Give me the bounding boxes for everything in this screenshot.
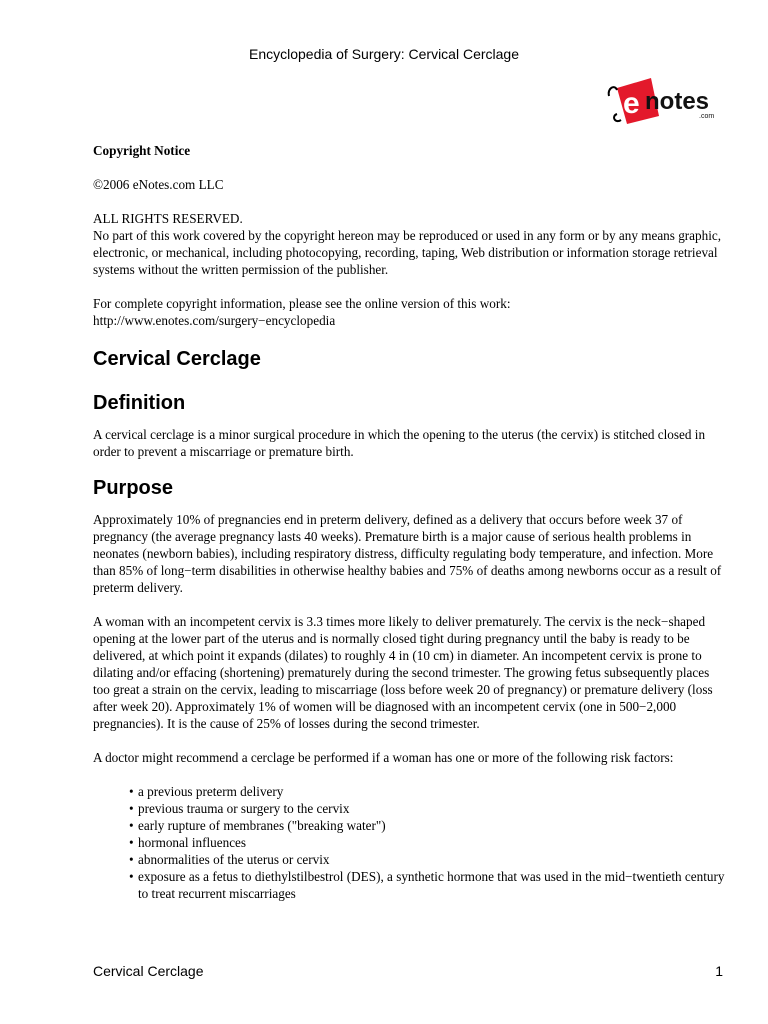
list-item: • hormonal influences (129, 835, 247, 850)
rights-reserved: ALL RIGHTS RESERVED. (93, 211, 243, 226)
bullet-icon: • (129, 835, 134, 850)
footer-title: Cervical Cerclage (93, 963, 204, 979)
bullet-icon: • (129, 869, 134, 884)
purpose-heading: Purpose (93, 477, 174, 499)
page-footer (93, 963, 723, 979)
definition-text: A cervical cerclage is a minor surgical procedure in which the opening to the uterus (the cervix) is stitched closed in order to prevent a miscarriage or premature birth. (93, 427, 706, 459)
risk-factor-list (93, 783, 729, 902)
purpose-paragraph-2: A woman with an incompetent cervix is 3.3 times more likely to deliver prematurely. The cervix is the neck−shaped opening at the lower part of the uterus and is normally closed tight during pregnancy until the baby is ready to be delivered, at which point it expands (dilates) to roughly 4 in (10 cm) in diameter. An incompetent cervix is prone to dilating and/or effacing (shortening) prematurely during the second trimester. The growing fetus subsequently places too great a strain on the cervix, leading to miscarriage (loss before week 20 of pregnancy) or premature delivery (loss after week 20). Approximately 1% of women will be diagnosed with an incompetent cervix (one in 500−2,000 pregnancies). It is the cause of 25% of losses during the second trimester. (93, 614, 713, 731)
logo-swirl-bottom (614, 114, 621, 121)
copyright-url[interactable]: http://www.enotes.com/surgery−encyclopedia (93, 313, 336, 328)
list-item: • abnormalities of the uterus or cervix (129, 852, 330, 867)
bullet-icon: • (129, 801, 134, 816)
list-item: • exposure as a fetus to diethylstilbestrol (DES), a synthetic hormone that was used in the mid−twentieth century to treat recurrent miscarriages (129, 869, 725, 901)
purpose-paragraph-3: A doctor might recommend a cerclage be performed if a woman has one or more of the following risk factors: (93, 750, 674, 765)
list-item: • a previous preterm delivery (129, 784, 284, 799)
bullet-icon: • (129, 784, 134, 799)
list-item: • early rupture of membranes ("breaking water") (129, 818, 386, 833)
list-item: • previous trauma or surgery to the cervix (129, 801, 350, 816)
logo-e-letter: e (623, 87, 640, 120)
bullet-icon: • (129, 852, 134, 867)
logo-dotcom: .com (699, 113, 715, 120)
bullet-icon: • (129, 818, 134, 833)
page-content (93, 142, 729, 902)
article-title: Cervical Cerclage (93, 348, 261, 370)
definition-heading: Definition (93, 392, 186, 414)
copyright-more: For complete copyright information, please see the online version of this work: (93, 296, 511, 311)
page-number: 1 (715, 963, 723, 979)
page-header: Encyclopedia of Surgery: Cervical Cerclage (248, 46, 519, 62)
copyright-line: ©2006 eNotes.com LLC (93, 177, 224, 192)
purpose-paragraph-1: Approximately 10% of pregnancies end in preterm delivery, defined as a delivery that occurs before week 37 of pregnancy (the average pregnancy lasts 40 weeks). Premature birth is a major cause of serious health problems in neonates (newborn babies), including respiratory distress, difficulty regulating body temperature, and infection. More than 85% of long−term disabilities in otherwise healthy babies and 75% of deaths among newborns occur as a result of preterm delivery. (93, 512, 722, 595)
enotes-logo-graphic (607, 76, 723, 126)
logo-word: notes (645, 88, 710, 115)
copyright-heading: Copyright Notice (93, 143, 191, 158)
logo-swirl-top (609, 87, 617, 96)
enotes-logo (607, 76, 723, 126)
copyright-body: No part of this work covered by the copyright hereon may be reproduced or used in any form or by any means graphic, electronic, or mechanical, including photocopying, recording, taping, Web distribution or information storage retrieval systems without the written permission of the publisher. (93, 228, 722, 277)
